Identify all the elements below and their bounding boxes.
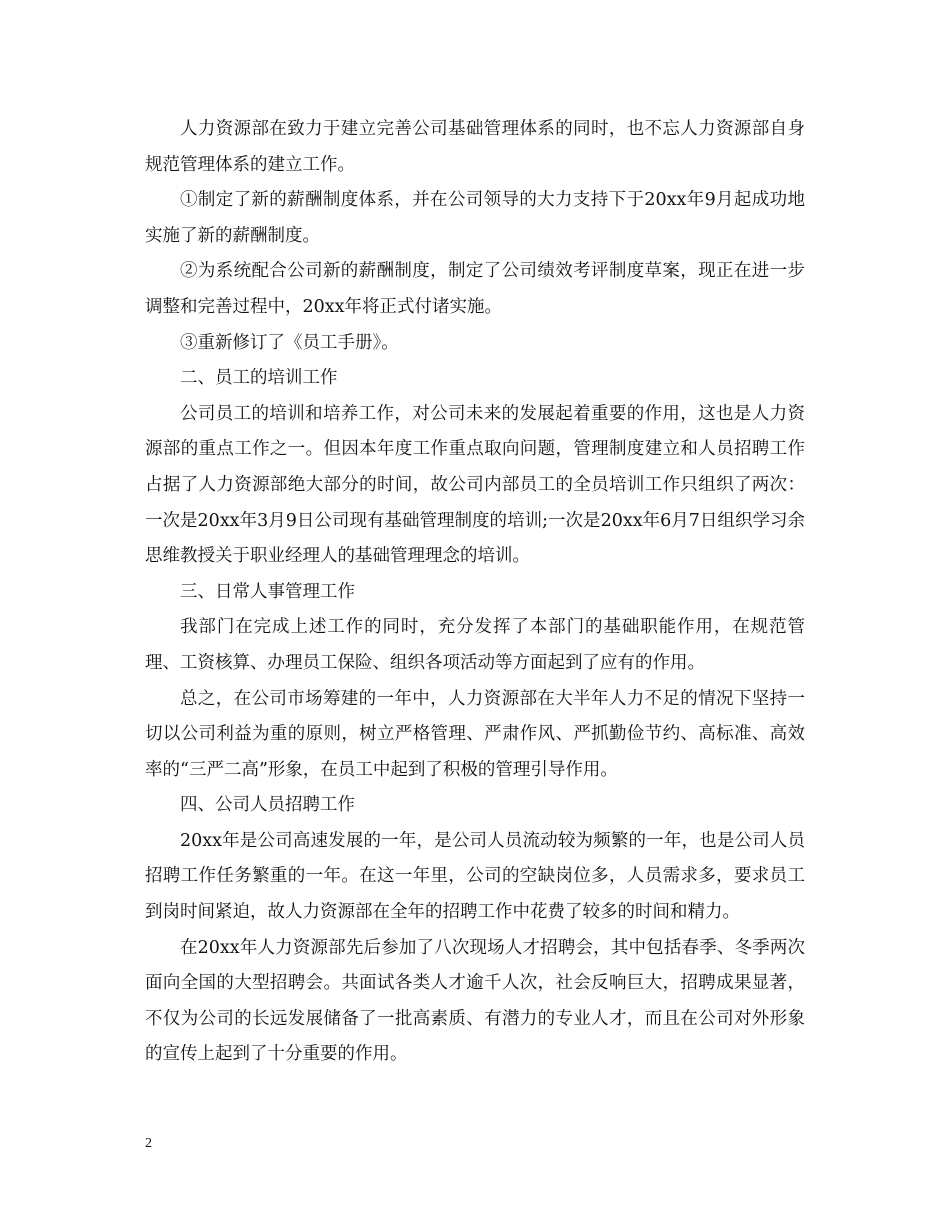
body-text (145, 112, 805, 1073)
paragraph-daily-hr: 我部门在完成上述工作的同时，充分发挥了本部门的基础职能作用，在规范管理、工资核算、办理员工保险、组织各项活动等方面起到了应有的作用。 (145, 617, 805, 673)
section-heading-training: 二、员工的培训工作 (180, 368, 338, 389)
paragraph-item-3-handbook: ③重新修订了《员工手册》。 (180, 332, 399, 353)
paragraph-recruitment-fairs: 在20xx年人力资源部先后参加了八次现场人才招聘会，其中包括春季、冬季两次面向全国的大型招聘会。共面试各类人才逾千人次，社会反响巨大，招聘成果显著，不仅为公司的长远发展储备了一批高素质、有潜力的专业人才，而且在公司对外形象的宣传上起到了十分重要的作用。 (145, 937, 805, 1065)
paragraph-summary: 总之，在公司市场筹建的一年中，人力资源部在大半年人力不足的情况下坚持一切以公司利益为重的原则，树立严格管理、严肃作风、严抓勤俭节约、高标准、高效率的“三严二高”形象，在员工中起到了积极的管理引导作用。 (145, 688, 805, 780)
paragraph-hr-system-intro: 人力资源部在致力于建立完善公司基础管理体系的同时，也不忘人力资源部自身规范管理体系的建立工作。 (145, 119, 805, 175)
paragraph-item-2-performance: ②为系统配合公司新的薪酬制度，制定了公司绩效考评制度草案，现正在进一步调整和完善过程中，20xx年将正式付诸实施。 (145, 261, 805, 317)
paragraph-recruitment-overview: 20xx年是公司高速发展的一年，是公司人员流动较为频繁的一年，也是公司人员招聘工作任务繁重的一年。在这一年里，公司的空缺岗位多，人员需求多，要求员工到岗时间紧迫，故人力资源部在全年的招聘工作中花费了较多的时间和精力。 (145, 830, 805, 923)
paragraph-training: 公司员工的培训和培养工作，对公司未来的发展起着重要的作用，这也是人力资源部的重点工作之一。但因本年度工作重点取向问题，管理制度建立和人员招聘工作占据了人力资源部绝大部分的时间，故公司内部员工的全员培训工作只组织了两次：一次是20xx年3月9日公司现有基础管理制度的培训;一次是20xx年6月7日组织学习余思维教授关于职业经理人的基础管理理念的培训。 (145, 403, 805, 567)
paragraph-item-1-salary: ①制定了新的薪酬制度体系，并在公司领导的大力支持下于20xx年9月起成功地实施了新的薪酬制度。 (145, 190, 805, 246)
section-heading-recruitment: 四、公司人员招聘工作 (180, 795, 355, 816)
page-number: 2 (145, 1136, 152, 1151)
section-heading-daily-hr: 三、日常人事管理工作 (180, 581, 355, 602)
